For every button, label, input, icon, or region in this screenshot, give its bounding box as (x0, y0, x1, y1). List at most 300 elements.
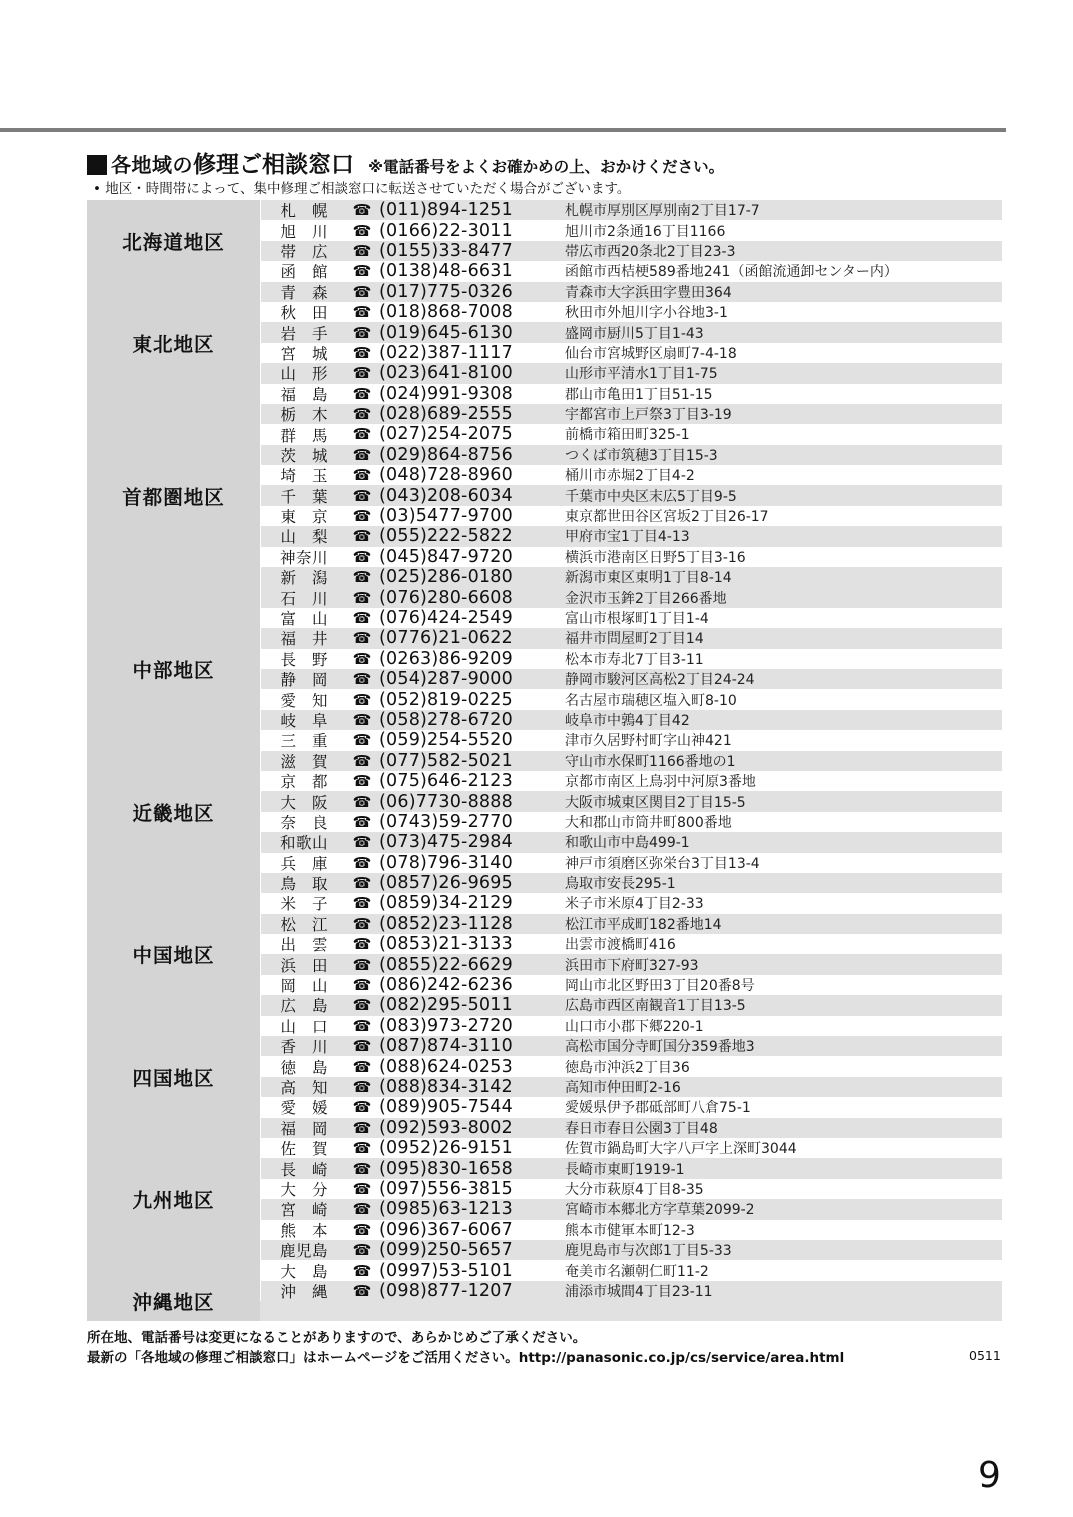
phone-number: (088)834-3142 (379, 1076, 513, 1097)
region-name: 近畿地区 (87, 751, 260, 873)
phone-number: (083)973-2720 (379, 1015, 513, 1036)
table-row (260, 1240, 1002, 1260)
prefecture-name: 静岡 (280, 671, 344, 690)
prefecture-name: 奈良 (280, 813, 344, 832)
region-block (87, 282, 1002, 404)
address: 新潟市東区東明1丁目8-14 (565, 570, 732, 587)
table-row (260, 934, 1002, 954)
telephone-icon: ☎ (352, 405, 372, 424)
table-row (260, 302, 1002, 322)
address: 旭川市2条通16丁目1166 (565, 223, 726, 240)
phone-number: (029)864-8756 (379, 444, 513, 465)
top-rule (0, 128, 1006, 132)
address: 桶川市赤堀2丁目4-2 (565, 468, 695, 485)
prefecture-name: 大阪 (280, 793, 344, 812)
phone-number: (028)689-2555 (379, 404, 513, 425)
telephone-icon: ☎ (352, 935, 372, 954)
phone-number: (03)5477-9700 (379, 506, 513, 527)
region-rows (260, 751, 1002, 873)
prefecture-name: 山口 (280, 1017, 344, 1036)
prefecture-name: 宮崎 (280, 1201, 344, 1220)
document-code: 0511 (969, 1348, 1001, 1363)
address: 東京都世田谷区宮坂2丁目26-17 (565, 509, 769, 526)
table-row (260, 506, 1002, 526)
phone-number: (0166)22-3011 (379, 220, 513, 241)
telephone-icon: ☎ (352, 731, 372, 750)
table-row (260, 282, 1002, 302)
phone-number: (011)894-1251 (379, 200, 513, 221)
phone-number: (043)208-6034 (379, 485, 513, 506)
phone-number: (097)556-3815 (379, 1178, 513, 1199)
prefecture-name: 和歌山 (279, 834, 328, 853)
telephone-icon: ☎ (352, 547, 372, 566)
prefecture-name: 秋田 (280, 304, 344, 323)
prefecture-name: 佐賀 (280, 1140, 344, 1159)
telephone-icon: ☎ (352, 812, 372, 831)
telephone-icon: ☎ (352, 486, 372, 505)
phone-number: (018)868-7008 (379, 302, 513, 323)
region-block (87, 404, 1002, 588)
prefecture-name: 札幌 (280, 202, 344, 221)
phone-number: (076)424-2549 (379, 608, 513, 628)
address: 愛媛県伊予郡砥部町八倉75-1 (565, 1100, 751, 1117)
square-bullet-icon (87, 155, 107, 175)
address: 盛岡市厨川5丁目1-43 (565, 325, 704, 342)
address: 札幌市厚別区厚別南2丁目17-7 (565, 203, 760, 220)
phone-number: (0776)21-0622 (379, 628, 513, 649)
phone-number: (017)775-0326 (379, 281, 513, 302)
telephone-icon: ☎ (352, 1179, 372, 1198)
telephone-icon: ☎ (352, 792, 372, 811)
phone-number: (088)624-0253 (379, 1056, 513, 1077)
table-row (260, 363, 1002, 383)
region-name: 四国地区 (87, 1036, 260, 1118)
table-row (260, 547, 1002, 567)
telephone-icon: ☎ (352, 343, 372, 362)
table-row (260, 669, 1002, 689)
prefecture-name: 高知 (280, 1079, 344, 1097)
page-number: 9 (978, 1455, 1001, 1496)
prefecture-name: 神奈川 (279, 548, 328, 567)
phone-number: (082)295-5011 (379, 995, 513, 1016)
address: 名古屋市瑞穂区塩入町8-10 (565, 692, 737, 709)
table-row (260, 1199, 1002, 1219)
phone-number: (06)7730-8888 (379, 791, 513, 812)
address: 奄美市名瀬朝仁町11-2 (565, 1263, 709, 1280)
telephone-icon: ☎ (352, 1016, 372, 1035)
table-row (260, 975, 1002, 995)
telephone-icon: ☎ (352, 1077, 372, 1096)
telephone-icon: ☎ (352, 853, 372, 872)
phone-number: (0952)26-9151 (379, 1138, 513, 1159)
address: 千葉市中央区末広5丁目9-5 (565, 488, 737, 505)
address: 岡山市北区野田3丁目20番8号 (565, 978, 755, 995)
table-row (260, 730, 1002, 750)
phone-number: (078)796-3140 (379, 852, 513, 873)
address: 横浜市港南区日野5丁目3-16 (565, 549, 746, 566)
region-name: 中国地区 (87, 873, 260, 1036)
footer-website-note: 最新の「各地域の修理ご相談窓口」はホームページをご活用ください。http://panasonic.co.jp/cs/service/area.html (87, 1350, 845, 1366)
telephone-icon: ☎ (352, 976, 372, 995)
table-row (260, 812, 1002, 832)
address: 甲府市宝1丁目4-13 (565, 529, 690, 546)
phone-number: (025)286-0180 (379, 567, 513, 588)
address: 富山市根塚町1丁目1-4 (565, 611, 709, 627)
phone-number: (0855)22-6629 (379, 954, 513, 975)
telephone-icon: ☎ (352, 323, 372, 342)
telephone-icon: ☎ (352, 262, 372, 281)
table-row (260, 893, 1002, 913)
region-rows (260, 1036, 1002, 1118)
phone-number: (073)475-2984 (379, 832, 513, 853)
address: 大分市萩原4丁目8-35 (565, 1181, 704, 1198)
region-name: 首都圏地区 (87, 404, 260, 588)
address: 高知市仲田町2-16 (565, 1079, 681, 1096)
prefecture-name: 山梨 (280, 528, 344, 547)
telephone-icon: ☎ (352, 1118, 372, 1137)
table-row (260, 853, 1002, 873)
phone-number: (077)582-5021 (379, 750, 513, 771)
telephone-icon: ☎ (352, 894, 372, 913)
phone-number: (0997)53-5101 (379, 1260, 513, 1281)
prefecture-name: 茨城 (280, 446, 344, 465)
telephone-icon: ☎ (352, 710, 372, 729)
prefecture-name: 長崎 (280, 1160, 344, 1179)
prefecture-name: 帯広 (280, 242, 344, 261)
prefecture-name: 京都 (280, 773, 344, 792)
region-name: 沖縄地区 (87, 1281, 260, 1321)
telephone-icon: ☎ (352, 1281, 372, 1300)
telephone-icon: ☎ (352, 670, 372, 689)
telephone-icon: ☎ (352, 629, 372, 648)
phone-number: (0852)23-1128 (379, 913, 513, 934)
phone-number: (0743)59-2770 (379, 811, 513, 832)
prefecture-name: 石川 (280, 589, 344, 608)
prefecture-name: 宮城 (280, 344, 344, 363)
address: 松本市寿北7丁目3-11 (565, 651, 704, 668)
phone-number: (052)819-0225 (379, 689, 513, 710)
phone-number: (058)278-6720 (379, 709, 513, 730)
phone-number: (027)254-2075 (379, 424, 513, 445)
table-row (260, 608, 1002, 628)
table-row (260, 1220, 1002, 1240)
table-row (260, 873, 1002, 893)
telephone-icon: ☎ (352, 1098, 372, 1117)
table-row (260, 587, 1002, 607)
prefecture-name: 香川 (280, 1038, 344, 1057)
table-row (260, 1118, 1002, 1138)
region-block (87, 1118, 1002, 1281)
telephone-icon: ☎ (352, 1241, 372, 1260)
region-rows (260, 282, 1002, 404)
prefecture-name: 三重 (280, 732, 344, 751)
table-row (260, 404, 1002, 424)
prefecture-name: 函館 (280, 263, 344, 282)
table-row (260, 954, 1002, 974)
phone-number: (0859)34-2129 (379, 893, 513, 914)
phone-number: (076)280-6608 (379, 587, 513, 608)
phone-number: (0857)26-9695 (379, 873, 513, 894)
prefecture-name: 長野 (280, 650, 344, 669)
table-row (260, 1158, 1002, 1178)
table-row (260, 710, 1002, 730)
phone-number: (019)645-6130 (379, 322, 513, 343)
telephone-icon: ☎ (352, 588, 372, 607)
region-rows (260, 1118, 1002, 1281)
prefecture-name: 群馬 (280, 426, 344, 445)
phone-number: (054)287-9000 (379, 669, 513, 690)
phone-number: (023)641-8100 (379, 363, 513, 384)
address: 静岡市駿河区高松2丁目24-24 (565, 672, 755, 689)
telephone-icon: ☎ (352, 772, 372, 791)
telephone-icon: ☎ (352, 690, 372, 709)
telephone-icon: ☎ (352, 364, 372, 383)
footer-disclaimer: 所在地、電話番号は変更になることがありますので、あらかじめご了承ください。 (87, 1330, 587, 1346)
table-row (260, 485, 1002, 505)
table-row (260, 1097, 1002, 1117)
address: 米子市米原4丁目2-33 (565, 896, 704, 913)
phone-number: (0853)21-3133 (379, 934, 513, 955)
prefecture-name: 兵庫 (280, 854, 344, 873)
phone-number: (045)847-9720 (379, 546, 513, 567)
table-row (260, 914, 1002, 934)
address: 京都市南区上鳥羽中河原3番地 (565, 774, 756, 791)
telephone-icon: ☎ (352, 201, 372, 220)
region-block (87, 751, 1002, 873)
prefecture-name: 福井 (280, 630, 344, 649)
prefecture-name: 出雲 (280, 936, 344, 955)
telephone-icon: ☎ (352, 914, 372, 933)
region-block (87, 587, 1002, 750)
prefecture-name: 鹿児島 (279, 1242, 328, 1261)
table-row (260, 1036, 1002, 1056)
prefecture-name: 愛媛 (280, 1099, 344, 1118)
telephone-icon: ☎ (352, 1057, 372, 1076)
address: 高松市国分寺町国分359番地3 (565, 1039, 755, 1056)
address: 浜田市下府町327-93 (565, 957, 699, 974)
telephone-icon: ☎ (352, 609, 372, 627)
routing-note: • 地区・時間帯によって、集中修理ご相談窓口に転送させていただく場合がございます。 (93, 181, 631, 197)
table-row (260, 445, 1002, 465)
table-row (260, 261, 1002, 281)
telephone-icon: ☎ (352, 1139, 372, 1158)
telephone-icon: ☎ (352, 303, 372, 322)
heading-title-a: 各地域の (111, 153, 193, 177)
telephone-icon: ☎ (352, 1220, 372, 1239)
telephone-icon: ☎ (352, 1261, 372, 1280)
region-rows (260, 404, 1002, 588)
prefecture-name: 山形 (280, 365, 344, 384)
address: 徳島市沖浜2丁目36 (565, 1059, 690, 1076)
address: 函館市西桔梗589番地241（函館流通卸センター内） (565, 264, 898, 281)
prefecture-name: 埼玉 (280, 467, 344, 486)
prefecture-name: 福島 (280, 385, 344, 404)
table-row (260, 220, 1002, 240)
address: 浦添市城間4丁目23-11 (565, 1283, 713, 1300)
prefecture-name: 大分 (280, 1180, 344, 1199)
address: 出雲市渡橋町416 (565, 937, 676, 954)
prefecture-name: 米子 (280, 895, 344, 914)
region-rows (260, 200, 1002, 282)
table-row (260, 567, 1002, 587)
telephone-icon: ☎ (352, 568, 372, 587)
address: 前橋市箱田町325-1 (565, 427, 690, 444)
telephone-icon: ☎ (352, 221, 372, 240)
prefecture-name: 大島 (280, 1262, 344, 1281)
table-row (260, 1077, 1002, 1097)
phone-number: (099)250-5657 (379, 1240, 513, 1261)
prefecture-name: 富山 (280, 610, 344, 629)
prefecture-name: 東京 (280, 508, 344, 527)
prefecture-name: 徳島 (280, 1058, 344, 1077)
table-row (260, 200, 1002, 220)
telephone-icon: ☎ (352, 955, 372, 974)
region-name: 中部地区 (87, 587, 260, 750)
address: 広島市西区南観音1丁目13-5 (565, 998, 746, 1015)
telephone-icon: ☎ (352, 874, 372, 893)
table-row (260, 322, 1002, 342)
repair-directory-table (87, 200, 1002, 1321)
table-row (260, 628, 1002, 648)
address: 山口市小郡下郷220-1 (565, 1018, 704, 1035)
phone-number: (024)991-9308 (379, 383, 513, 404)
address: 鳥取市安長295-1 (565, 876, 676, 893)
phone-number: (0138)48-6631 (379, 261, 513, 282)
address: 福井市問屋町2丁目14 (565, 631, 704, 648)
address: 神戸市須磨区弥栄台3丁目13-4 (565, 855, 760, 872)
table-row (260, 995, 1002, 1015)
prefecture-name: 岡山 (280, 977, 344, 996)
address: 郡山市亀田1丁目51-15 (565, 386, 713, 403)
address: 帯広市西20条北2丁目23-3 (565, 243, 736, 260)
prefecture-name: 松江 (280, 915, 344, 934)
prefecture-name: 岩手 (280, 324, 344, 343)
address: 秋田市外旭川字小谷地3-1 (565, 305, 728, 322)
section-heading (87, 146, 1007, 176)
table-row (260, 832, 1002, 852)
region-rows (260, 1281, 1002, 1321)
address: 松江市平成町182番地14 (565, 916, 722, 933)
prefecture-name: 鳥取 (280, 875, 344, 894)
region-rows (260, 873, 1002, 1036)
telephone-icon: ☎ (352, 1159, 372, 1178)
table-row (260, 751, 1002, 771)
prefecture-name: 栃木 (280, 406, 344, 425)
region-block (87, 200, 1002, 282)
prefecture-name: 愛知 (280, 691, 344, 710)
region-name: 九州地区 (87, 1118, 260, 1281)
address: 仙台市宮城野区扇町7-4-18 (565, 345, 737, 362)
telephone-icon: ☎ (352, 833, 372, 852)
telephone-icon: ☎ (352, 649, 372, 668)
address: 鹿児島市与次郎1丁目5-33 (565, 1243, 732, 1260)
phone-number: (0155)33-8477 (379, 240, 513, 261)
telephone-icon: ☎ (352, 384, 372, 403)
telephone-icon: ☎ (352, 241, 372, 260)
phone-number: (086)242-6236 (379, 975, 513, 996)
address: 春日市春日公園3丁目48 (565, 1120, 718, 1137)
heading-note: ※電話番号をよくお確かめの上、おかけください。 (368, 158, 725, 176)
table-row (260, 1260, 1002, 1280)
address: 津市久居野村町字山神421 (565, 733, 732, 750)
table-row (260, 526, 1002, 546)
region-rows (260, 587, 1002, 750)
address: 和歌山市中島499-1 (565, 835, 690, 852)
table-row (260, 424, 1002, 444)
telephone-icon: ☎ (352, 507, 372, 526)
phone-number: (055)222-5822 (379, 526, 513, 547)
phone-number: (095)830-1658 (379, 1158, 513, 1179)
table-row (260, 689, 1002, 709)
phone-number: (048)728-8960 (379, 465, 513, 486)
address: 宇都宮市上戸祭3丁目3-19 (565, 407, 732, 424)
table-row (260, 1016, 1002, 1036)
phone-number: (089)905-7544 (379, 1097, 513, 1118)
phone-number: (022)387-1117 (379, 342, 513, 363)
table-row (260, 465, 1002, 485)
address: 佐賀市鍋島町大字八戸字上深町3044 (565, 1141, 797, 1158)
region-block (87, 1281, 1002, 1321)
telephone-icon: ☎ (352, 527, 372, 546)
prefecture-name: 新潟 (280, 569, 344, 588)
telephone-icon: ☎ (352, 425, 372, 444)
telephone-icon: ☎ (352, 445, 372, 464)
table-row (260, 1138, 1002, 1158)
prefecture-name: 旭川 (280, 222, 344, 241)
address: 青森市大字浜田字豊田364 (565, 284, 732, 301)
prefecture-name: 滋賀 (280, 752, 344, 771)
telephone-icon: ☎ (352, 1037, 372, 1056)
telephone-icon: ☎ (352, 996, 372, 1015)
region-name: 東北地区 (87, 282, 260, 404)
telephone-icon: ☎ (352, 282, 372, 301)
table-row (260, 384, 1002, 404)
table-row (260, 1281, 1002, 1301)
heading-title-b: 修理ご相談窓口 (193, 152, 354, 178)
prefecture-name: 福岡 (280, 1119, 344, 1138)
phone-number: (0263)86-9209 (379, 648, 513, 669)
address: 熊本市健軍本町12-3 (565, 1222, 695, 1239)
address: 岐阜市中鶉4丁目42 (565, 712, 690, 729)
prefecture-name: 浜田 (280, 956, 344, 975)
prefecture-name: 熊本 (280, 1221, 344, 1240)
prefecture-name: 千葉 (280, 487, 344, 506)
table-row (260, 791, 1002, 811)
prefecture-name: 広島 (280, 997, 344, 1016)
telephone-icon: ☎ (352, 751, 372, 770)
phone-number: (096)367-6067 (379, 1219, 513, 1240)
address: つくば市筑穂3丁目15-3 (565, 447, 718, 464)
telephone-icon: ☎ (352, 466, 372, 485)
address: 山形市平清水1丁目1-75 (565, 366, 718, 383)
address: 金沢市玉鉾2丁目266番地 (565, 590, 727, 607)
address: 長崎市東町1919-1 (565, 1161, 685, 1178)
table-row (260, 343, 1002, 363)
address: 宮崎市本郷北方字草葉2099-2 (565, 1202, 755, 1219)
address: 大和郡山市筒井町800番地 (565, 814, 732, 831)
table-row (260, 649, 1002, 669)
region-block (87, 1036, 1002, 1118)
phone-number: (087)874-3110 (379, 1036, 513, 1057)
prefecture-name: 岐阜 (280, 711, 344, 730)
prefecture-name: 青森 (280, 283, 344, 302)
address: 大阪市城東区関目2丁目15-5 (565, 794, 746, 811)
table-row (260, 241, 1002, 261)
table-row (260, 1179, 1002, 1199)
table-row (260, 1056, 1002, 1076)
region-block (87, 873, 1002, 1036)
prefecture-name: 沖縄 (280, 1282, 344, 1301)
